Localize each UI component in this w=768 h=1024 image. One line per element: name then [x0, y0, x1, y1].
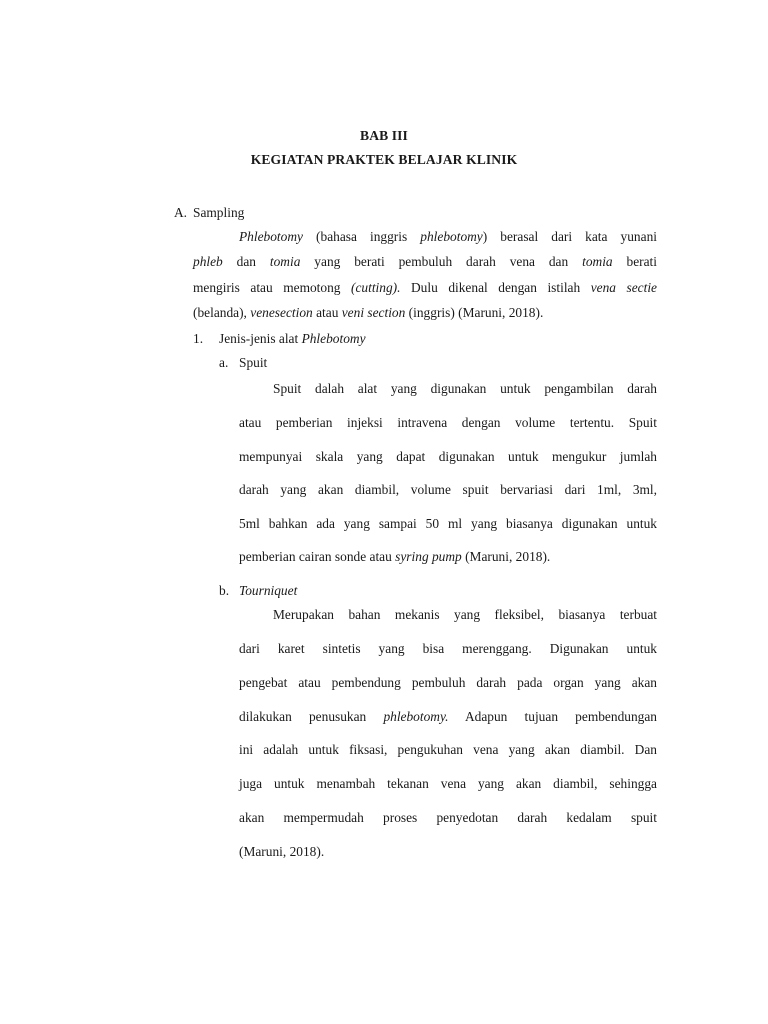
sub-a-line-3: mempunyai skala yang dapat digunakan untuk mengukur jumlah [239, 449, 657, 464]
sub-b-line-6: juga untuk menambah tekanan vena yang akan diambil, sehingga [239, 776, 657, 791]
sub-a-line-4: darah yang akan diambil, volume spuit bervariasi dari 1ml, 3ml, [239, 482, 657, 497]
section-a-line-1: Phlebotomy (bahasa inggris phlebotomy) berasal dari kata yunani [239, 229, 657, 244]
chapter-title: KEGIATAN PRAKTEK BELAJAR KLINIK [250, 152, 518, 167]
sub-a-line-5: 5ml bahkan ada yang sampai 50 ml yang biasanya digunakan untuk [239, 516, 657, 531]
sub-b-line-2: dari karet sintetis yang bisa merenggang. Digunakan untuk [239, 641, 657, 656]
section-a-line-3: mengiris atau memotong (cutting). Dulu dikenal dengan istilah vena sectie [193, 280, 657, 295]
sub-b-title: Tourniquet [239, 583, 298, 598]
item-1-marker: 1. [193, 331, 204, 346]
item-1-title: Jenis-jenis alat Phlebotomy [219, 331, 366, 346]
section-a-marker: A. [174, 205, 188, 220]
sub-b-line-3: pengebat atau pembendung pembuluh darah pada organ yang akan [239, 675, 657, 690]
sub-b-line-7: akan mempermudah proses penyedotan darah kedalam spuit [239, 810, 657, 825]
sub-a-line-2: atau pemberian injeksi intravena dengan volume tertentu. Spuit [239, 415, 657, 430]
section-a-title: Sampling [193, 205, 245, 220]
sub-b-line-8: (Maruni, 2018). [239, 844, 325, 859]
section-a-line-4: (belanda), venesection atau veni section (inggris) (Maruni, 2018). [193, 305, 544, 320]
sub-a-marker: a. [219, 355, 229, 370]
sub-a-line-1: Spuit dalah alat yang digunakan untuk pengambilan darah [273, 381, 657, 396]
sub-a-title: Spuit [239, 355, 268, 370]
sub-a-line-6: pemberian cairan sonde atau syring pump (Maruni, 2018). [239, 549, 551, 564]
sub-b-line-4: dilakukan penusukan phlebotomy. Adapun tujuan pembendungan [239, 709, 657, 724]
chapter-number: BAB III [360, 128, 408, 143]
section-a-line-2: phleb dan tomia yang berati pembuluh darah vena dan tomia berati [193, 254, 658, 269]
sub-b-line-5: ini adalah untuk fiksasi, pengukuhan vena yang akan diambil. Dan [239, 742, 657, 757]
sub-b-line-1: Merupakan bahan mekanis yang fleksibel, biasanya terbuat [273, 607, 657, 622]
term-phlebotomy: Phlebotomy [239, 229, 303, 244]
sub-b-marker: b. [219, 583, 230, 598]
